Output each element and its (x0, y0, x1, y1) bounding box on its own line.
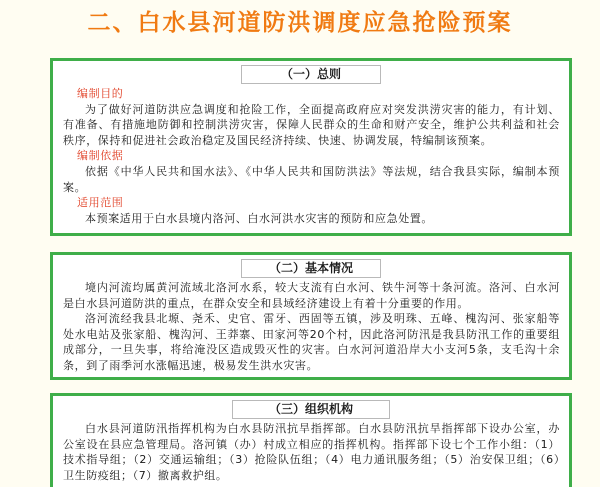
section-general (50, 58, 572, 236)
paragraph-organization: 白水县河道防汛指挥机构为白水县防汛抗旱指挥部。白水县防汛抗旱指挥部下设办公室，办公室设在县应急管理局。洛河镇（办）村成立相应的指挥机构。指挥部下设七个工作小组：（1）技术指导组；（2）交通运输组；（3）抢险队伍组；（4）电力通讯服务组；（5）治安保卫组；（6）卫生防疫组；（7）撤离救护组。 (63, 422, 560, 482)
paragraph-basis: 依据《中华人民共和国水法》、《中华人民共和国防洪法》等法规，结合我县实际，编制本预案。 (63, 164, 560, 194)
paragraph-rivers: 境内河流均属黄河流域北洛河水系，较大支流有白水河、铁牛河等十条河流。洛河、白水河是白水县河道防洪的重点，在群众安全和县域经济建设上有着十分重要的作用。 (63, 281, 560, 310)
subtitle-scope: 适用范围 (77, 196, 124, 210)
subtitle-purpose: 编制目的 (77, 87, 124, 100)
paragraph-luo-river: 洛河流经我县北塬、尧禾、史官、雷牙、西固等五镇，涉及明珠、五峰、槐沟河、张家船等处水电站及张家船、槐沟河、王莽寨、田家河等20个村，因此洛河防汛是我县防汛工作的重要组成部分，一旦失事，将给淹没区造成毁灭性的灾害。白水河河道沿岸大小支河5条，支毛沟十余条，到了雨季河水涨幅迅速，极易发生洪水灾害。 (63, 312, 560, 372)
section-basic-info (50, 252, 572, 380)
section-heading: （一）总则 (241, 65, 381, 84)
paragraph-purpose: 为了做好河道防洪应急调度和抢险工作，全面提高政府应对突发洪涝灾害的能力，有计划、有准备、有措施地防御和控制洪涝灾害，保障人民群众的生命和财产安全，维护公共利益和社会秩序，保持和促进社会政治稳定及国民经济持续、快速、协调发展，特编制该预案。 (63, 102, 560, 147)
section-organization (50, 393, 572, 487)
subtitle-basis: 编制依据 (77, 149, 124, 163)
document-title: 二、白水县河道防洪调度应急抢险预案 (87, 10, 513, 36)
paragraph-scope: 本预案适用于白水县境内洛河、白水河洪水灾害的预防和应急处置。 (85, 211, 433, 225)
section-heading: （三）组织机构 (232, 400, 390, 419)
section-heading: （二）基本情况 (241, 259, 381, 278)
